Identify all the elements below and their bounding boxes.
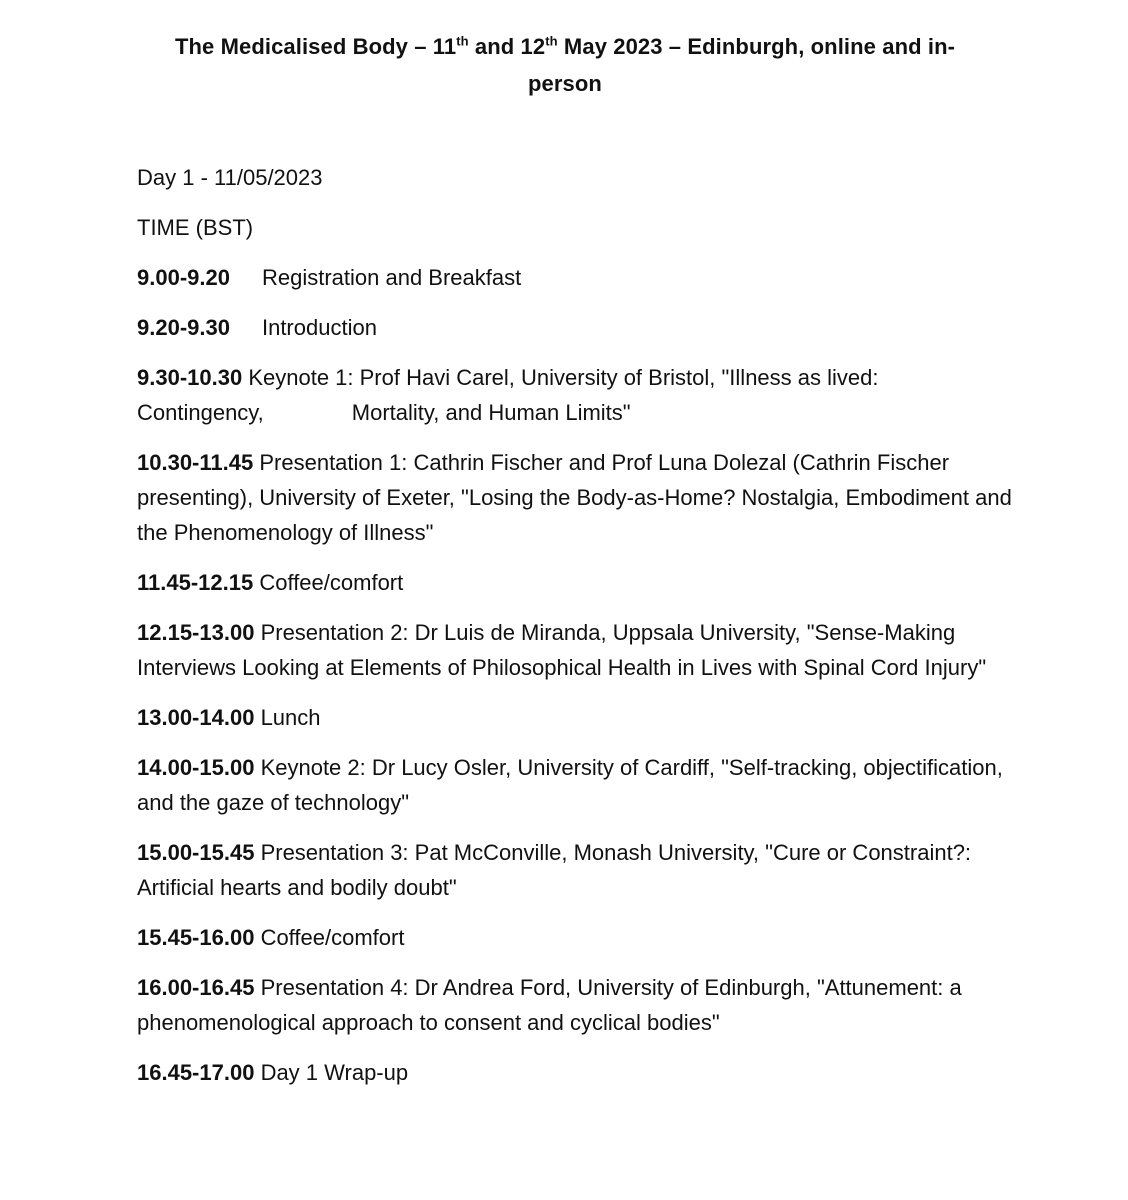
schedule-description: Lunch	[260, 705, 321, 730]
schedule-time: 9.30-10.30	[137, 365, 243, 390]
schedule-time: 12.15-13.00	[137, 620, 255, 645]
schedule-item	[137, 310, 1037, 345]
schedule-item	[137, 360, 1037, 430]
schedule-time: 16.45-17.00	[137, 1060, 255, 1085]
schedule-line	[137, 360, 1037, 395]
title-text-part-2: and 12	[468, 34, 546, 59]
title-superscript-1: th	[456, 33, 469, 49]
schedule-time: 15.45-16.00	[137, 925, 255, 950]
schedule-time: 10.30-11.45	[137, 450, 254, 475]
title-line-2: person	[528, 71, 602, 96]
schedule-item	[137, 1055, 1037, 1090]
title-line-1	[100, 28, 1030, 65]
day-heading: Day 1 - 11/05/2023	[137, 165, 323, 190]
schedule-item	[137, 920, 1037, 955]
schedule-item	[137, 835, 1037, 905]
schedule-item	[137, 750, 1037, 820]
schedule-item	[137, 615, 1037, 685]
schedule-time: 9.00-9.20	[137, 265, 230, 290]
schedule-description: Presentation 1: Cathrin Fischer and Prof Luna Dolezal (Cathrin Fischer presenting), University of Exeter, "Losing the Body-as-Home? Nostalgia, Embodiment and the Phenomenology of Illness"	[137, 450, 1012, 545]
schedule-description: Day 1 Wrap-up	[260, 1060, 409, 1085]
schedule-time: 13.00-14.00	[137, 705, 255, 730]
title-text-part-3: May 2023 – Edinburgh, online and in-	[557, 34, 956, 59]
document-title	[100, 28, 1030, 102]
schedule-line	[137, 395, 1037, 430]
schedule-description: Registration and Breakfast	[261, 265, 522, 290]
schedule-time: 16.00-16.45	[137, 975, 255, 1000]
schedule-item	[137, 700, 1037, 735]
time-heading: TIME (BST)	[137, 215, 254, 240]
title-superscript-2: th	[545, 33, 558, 49]
schedule-description: Keynote 1: Prof Havi Carel, University of Bristol, "Illness as lived:	[248, 365, 879, 390]
schedule-description: Presentation 2: Dr Luis de Miranda, Uppsala University, "Sense-Making Interviews Looking at Elements of Philosophical Health in Lives with Spinal Cord Injury"	[137, 620, 987, 680]
schedule-item	[137, 565, 1037, 600]
schedule-time: 11.45-12.15	[137, 570, 254, 595]
schedule-description: Keynote 2: Dr Lucy Osler, University of Cardiff, "Self-tracking, objectification, and the gaze of technology"	[137, 755, 1003, 815]
schedule-description: Coffee/comfort	[260, 925, 405, 950]
schedule-description: Introduction	[261, 315, 377, 340]
schedule-item	[137, 970, 1037, 1040]
schedule-description: Coffee/comfort	[259, 570, 404, 595]
schedule-content	[137, 160, 1037, 1105]
schedule-description: Presentation 4: Dr Andrea Ford, University of Edinburgh, "Attunement: a phenomenological approach to consent and cyclical bodies"	[137, 975, 962, 1035]
schedule-item	[137, 445, 1037, 550]
schedule-item	[137, 260, 1037, 295]
schedule-time: 15.00-15.45	[137, 840, 255, 865]
schedule-description-continued: Mortality, and Human Limits"	[351, 400, 631, 425]
title-text-part-1: The Medicalised Body – 11	[174, 34, 457, 59]
schedule-description: Presentation 3: Pat McConville, Monash University, "Cure or Constraint?: Artificial hearts and bodily doubt"	[137, 840, 972, 900]
schedule-time: 14.00-15.00	[137, 755, 255, 780]
schedule-description-continued: Contingency,	[137, 400, 264, 425]
schedule-time: 9.20-9.30	[137, 315, 230, 340]
